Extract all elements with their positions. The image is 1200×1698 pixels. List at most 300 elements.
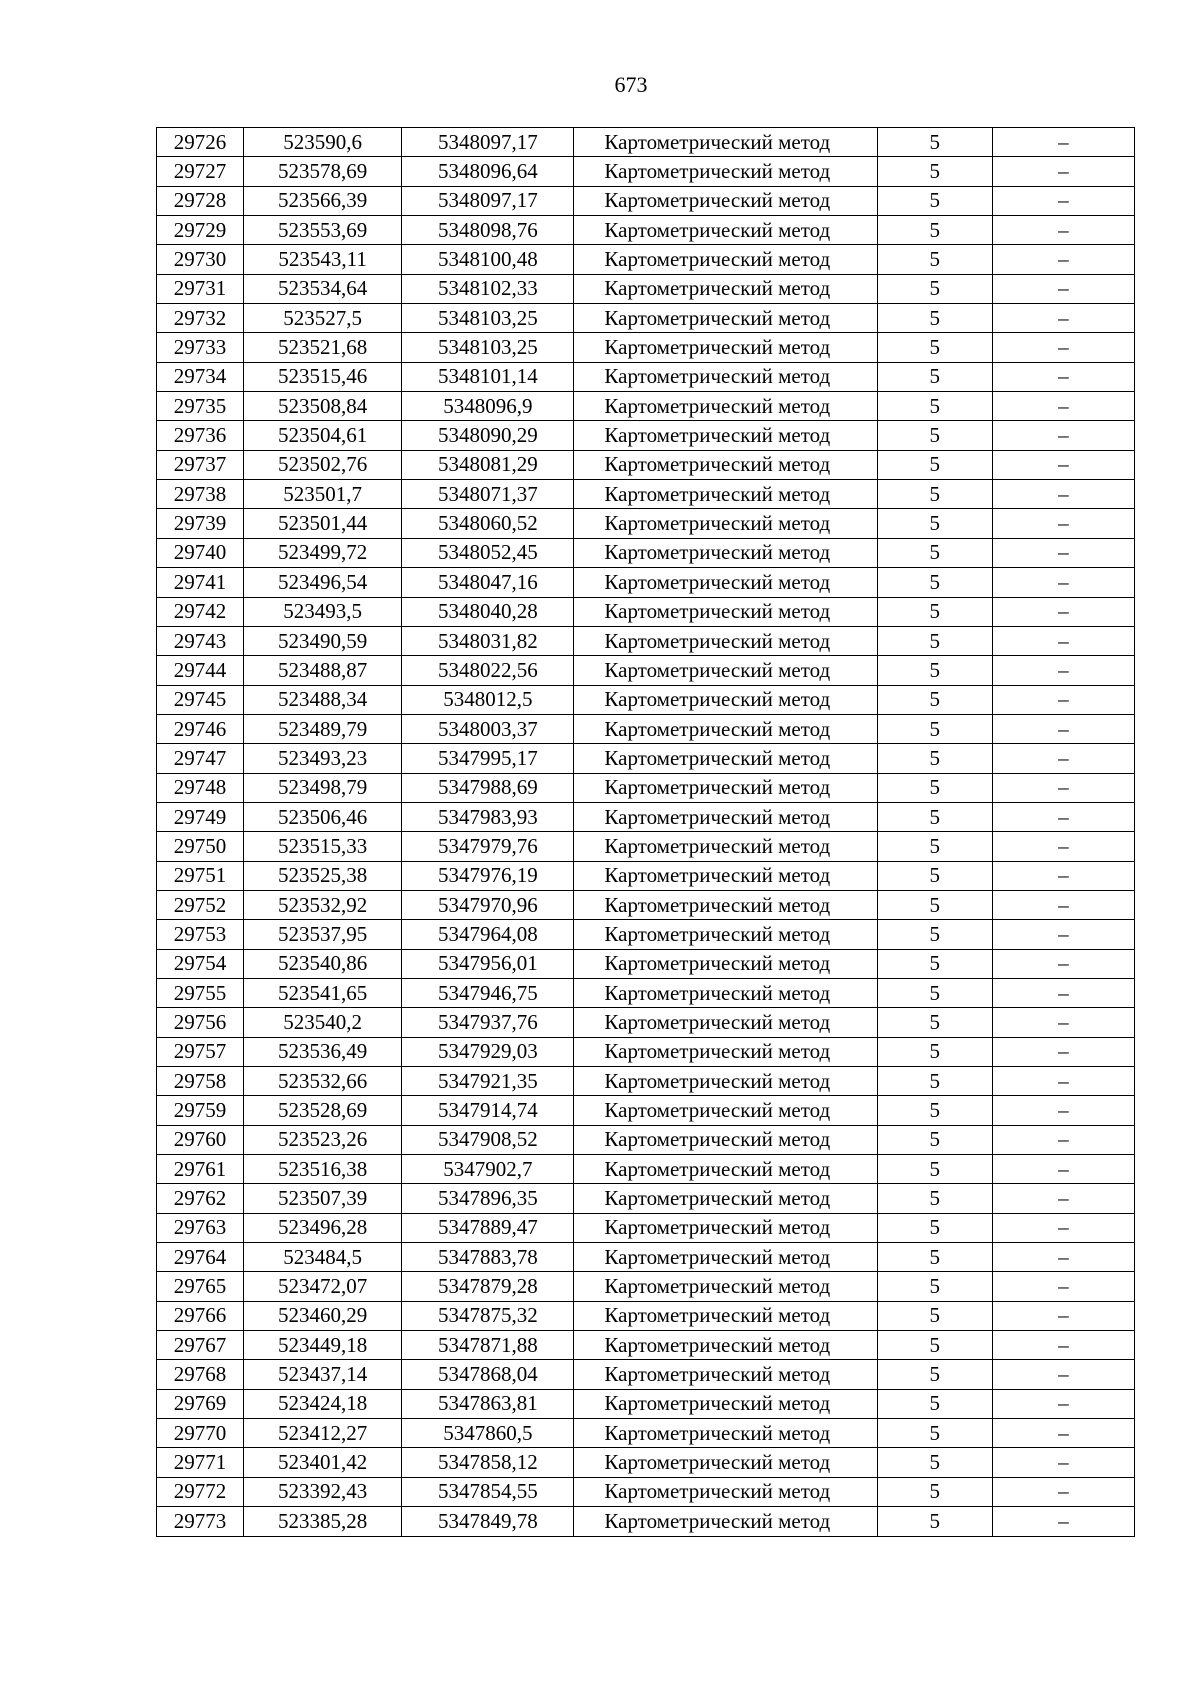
point-number-cell: 29730 [157,245,244,274]
x-coordinate-cell: 523499,72 [244,538,402,567]
description-cell: – [992,890,1134,919]
method-cell: Картометрический метод [574,1360,877,1389]
precision-cell: 5 [877,1243,992,1272]
point-number-cell: 29764 [157,1243,244,1272]
x-coordinate-cell: 523525,38 [244,861,402,890]
x-coordinate-cell: 523536,49 [244,1037,402,1066]
precision-cell: 5 [877,333,992,362]
description-cell: – [992,773,1134,802]
description-cell: – [992,128,1134,157]
description-cell: – [992,1243,1134,1272]
precision-cell: 5 [877,626,992,655]
x-coordinate-cell: 523490,59 [244,626,402,655]
page-number: 673 [614,72,648,97]
coordinates-table-body [157,128,1135,1537]
point-number-cell: 29767 [157,1331,244,1360]
table-row [157,656,1135,685]
description-cell: – [992,656,1134,685]
point-number-cell: 29762 [157,1184,244,1213]
description-cell: – [992,216,1134,245]
table-row [157,216,1135,245]
table-row [157,744,1135,773]
x-coordinate-cell: 523506,46 [244,802,402,831]
table-row [157,802,1135,831]
x-coordinate-cell: 523540,86 [244,949,402,978]
y-coordinate-cell: 5347849,78 [402,1507,574,1536]
y-coordinate-cell: 5347976,19 [402,861,574,890]
x-coordinate-cell: 523412,27 [244,1419,402,1448]
y-coordinate-cell: 5347921,35 [402,1067,574,1096]
y-coordinate-cell: 5347868,04 [402,1360,574,1389]
method-cell: Картометрический метод [574,1125,877,1154]
x-coordinate-cell: 523392,43 [244,1477,402,1506]
description-cell: – [992,626,1134,655]
point-number-cell: 29743 [157,626,244,655]
point-number-cell: 29750 [157,832,244,861]
precision-cell: 5 [877,450,992,479]
method-cell: Картометрический метод [574,480,877,509]
point-number-cell: 29763 [157,1213,244,1242]
precision-cell: 5 [877,216,992,245]
x-coordinate-cell: 523496,28 [244,1213,402,1242]
method-cell: Картометрический метод [574,714,877,743]
description-cell: – [992,597,1134,626]
description-cell: – [992,362,1134,391]
x-coordinate-cell: 523541,65 [244,978,402,1007]
method-cell: Картометрический метод [574,1272,877,1301]
x-coordinate-cell: 523508,84 [244,392,402,421]
y-coordinate-cell: 5348102,33 [402,274,574,303]
x-coordinate-cell: 523437,14 [244,1360,402,1389]
table-row [157,1331,1135,1360]
precision-cell: 5 [877,1272,992,1301]
method-cell: Картометрический метод [574,1155,877,1184]
x-coordinate-cell: 523493,5 [244,597,402,626]
precision-cell: 5 [877,978,992,1007]
method-cell: Картометрический метод [574,744,877,773]
description-cell: – [992,744,1134,773]
point-number-cell: 29747 [157,744,244,773]
method-cell: Картометрический метод [574,1008,877,1037]
precision-cell: 5 [877,656,992,685]
method-cell: Картометрический метод [574,450,877,479]
description-cell: – [992,274,1134,303]
method-cell: Картометрический метод [574,890,877,919]
y-coordinate-cell: 5347854,55 [402,1477,574,1506]
precision-cell: 5 [877,1389,992,1418]
description-cell: – [992,480,1134,509]
x-coordinate-cell: 523507,39 [244,1184,402,1213]
x-coordinate-cell: 523502,76 [244,450,402,479]
table-row [157,1155,1135,1184]
precision-cell: 5 [877,832,992,861]
method-cell: Картометрический метод [574,802,877,831]
table-row [157,773,1135,802]
x-coordinate-cell: 523516,38 [244,1155,402,1184]
method-cell: Картометрический метод [574,1037,877,1066]
x-coordinate-cell: 523566,39 [244,186,402,215]
precision-cell: 5 [877,744,992,773]
x-coordinate-cell: 523515,33 [244,832,402,861]
description-cell: – [992,1008,1134,1037]
method-cell: Картометрический метод [574,1448,877,1477]
precision-cell: 5 [877,568,992,597]
description-cell: – [992,1155,1134,1184]
precision-cell: 5 [877,538,992,567]
precision-cell: 5 [877,304,992,333]
precision-cell: 5 [877,1301,992,1330]
precision-cell: 5 [877,597,992,626]
method-cell: Картометрический метод [574,597,877,626]
table-row [157,626,1135,655]
x-coordinate-cell: 523496,54 [244,568,402,597]
precision-cell: 5 [877,1067,992,1096]
y-coordinate-cell: 5347979,76 [402,832,574,861]
y-coordinate-cell: 5347964,08 [402,920,574,949]
precision-cell: 5 [877,1331,992,1360]
point-number-cell: 29766 [157,1301,244,1330]
description-cell: – [992,802,1134,831]
table-row [157,304,1135,333]
description-cell: – [992,186,1134,215]
y-coordinate-cell: 5348097,17 [402,186,574,215]
table-row [157,245,1135,274]
x-coordinate-cell: 523523,26 [244,1125,402,1154]
y-coordinate-cell: 5347889,47 [402,1213,574,1242]
method-cell: Картометрический метод [574,538,877,567]
method-cell: Картометрический метод [574,274,877,303]
description-cell: – [992,1067,1134,1096]
precision-cell: 5 [877,1008,992,1037]
x-coordinate-cell: 523527,5 [244,304,402,333]
point-number-cell: 29734 [157,362,244,391]
point-number-cell: 29729 [157,216,244,245]
x-coordinate-cell: 523578,69 [244,157,402,186]
x-coordinate-cell: 523493,23 [244,744,402,773]
precision-cell: 5 [877,157,992,186]
method-cell: Картометрический метод [574,1419,877,1448]
method-cell: Картометрический метод [574,1477,877,1506]
method-cell: Картометрический метод [574,304,877,333]
precision-cell: 5 [877,1360,992,1389]
method-cell: Картометрический метод [574,1301,877,1330]
x-coordinate-cell: 523534,64 [244,274,402,303]
table-row [157,362,1135,391]
y-coordinate-cell: 5347914,74 [402,1096,574,1125]
coordinates-table [156,127,1135,1537]
method-cell: Картометрический метод [574,861,877,890]
precision-cell: 5 [877,362,992,391]
y-coordinate-cell: 5347929,03 [402,1037,574,1066]
y-coordinate-cell: 5348040,28 [402,597,574,626]
method-cell: Картометрический метод [574,1213,877,1242]
table-row [157,1301,1135,1330]
table-row [157,1008,1135,1037]
point-number-cell: 29748 [157,773,244,802]
x-coordinate-cell: 523590,6 [244,128,402,157]
y-coordinate-cell: 5347883,78 [402,1243,574,1272]
description-cell: – [992,1389,1134,1418]
table-row [157,186,1135,215]
precision-cell: 5 [877,1507,992,1536]
method-cell: Картометрический метод [574,509,877,538]
table-row [157,1477,1135,1506]
description-cell: – [992,392,1134,421]
precision-cell: 5 [877,186,992,215]
y-coordinate-cell: 5348047,16 [402,568,574,597]
point-number-cell: 29731 [157,274,244,303]
table-row [157,157,1135,186]
x-coordinate-cell: 523543,11 [244,245,402,274]
y-coordinate-cell: 5347860,5 [402,1419,574,1448]
method-cell: Картометрический метод [574,656,877,685]
method-cell: Картометрический метод [574,1184,877,1213]
method-cell: Картометрический метод [574,128,877,157]
precision-cell: 5 [877,949,992,978]
point-number-cell: 29753 [157,920,244,949]
precision-cell: 5 [877,1477,992,1506]
point-number-cell: 29773 [157,1507,244,1536]
method-cell: Картометрический метод [574,949,877,978]
table-row [157,597,1135,626]
point-number-cell: 29744 [157,656,244,685]
description-cell: – [992,1272,1134,1301]
precision-cell: 5 [877,685,992,714]
table-row [157,1272,1135,1301]
x-coordinate-cell: 523532,66 [244,1067,402,1096]
point-number-cell: 29765 [157,1272,244,1301]
y-coordinate-cell: 5348096,9 [402,392,574,421]
description-cell: – [992,245,1134,274]
description-cell: – [992,1507,1134,1536]
table-row [157,450,1135,479]
y-coordinate-cell: 5348031,82 [402,626,574,655]
table-row [157,333,1135,362]
precision-cell: 5 [877,274,992,303]
x-coordinate-cell: 523537,95 [244,920,402,949]
y-coordinate-cell: 5347937,76 [402,1008,574,1037]
y-coordinate-cell: 5347863,81 [402,1389,574,1418]
table-row [157,949,1135,978]
precision-cell: 5 [877,1184,992,1213]
point-number-cell: 29760 [157,1125,244,1154]
precision-cell: 5 [877,245,992,274]
y-coordinate-cell: 5348022,56 [402,656,574,685]
y-coordinate-cell: 5347995,17 [402,744,574,773]
precision-cell: 5 [877,421,992,450]
table-row [157,890,1135,919]
description-cell: – [992,1419,1134,1448]
x-coordinate-cell: 523515,46 [244,362,402,391]
point-number-cell: 29771 [157,1448,244,1477]
y-coordinate-cell: 5348071,37 [402,480,574,509]
table-row [157,1507,1135,1536]
y-coordinate-cell: 5348096,64 [402,157,574,186]
y-coordinate-cell: 5347946,75 [402,978,574,1007]
y-coordinate-cell: 5348100,48 [402,245,574,274]
precision-cell: 5 [877,392,992,421]
method-cell: Картометрический метод [574,1331,877,1360]
method-cell: Картометрический метод [574,626,877,655]
y-coordinate-cell: 5348103,25 [402,304,574,333]
y-coordinate-cell: 5347902,7 [402,1155,574,1184]
y-coordinate-cell: 5348097,17 [402,128,574,157]
description-cell: – [992,509,1134,538]
method-cell: Картометрический метод [574,978,877,1007]
table-row [157,538,1135,567]
y-coordinate-cell: 5348052,45 [402,538,574,567]
point-number-cell: 29739 [157,509,244,538]
point-number-cell: 29732 [157,304,244,333]
table-row [157,1096,1135,1125]
method-cell: Картометрический метод [574,568,877,597]
precision-cell: 5 [877,509,992,538]
precision-cell: 5 [877,773,992,802]
method-cell: Картометрический метод [574,1389,877,1418]
y-coordinate-cell: 5347988,69 [402,773,574,802]
description-cell: – [992,949,1134,978]
method-cell: Картометрический метод [574,216,877,245]
table-row [157,1125,1135,1154]
y-coordinate-cell: 5347871,88 [402,1331,574,1360]
point-number-cell: 29741 [157,568,244,597]
x-coordinate-cell: 523501,44 [244,509,402,538]
table-row [157,861,1135,890]
table-row [157,1448,1135,1477]
x-coordinate-cell: 523460,29 [244,1301,402,1330]
y-coordinate-cell: 5347956,01 [402,949,574,978]
description-cell: – [992,1125,1134,1154]
method-cell: Картометрический метод [574,1067,877,1096]
y-coordinate-cell: 5347970,96 [402,890,574,919]
point-number-cell: 29726 [157,128,244,157]
method-cell: Картометрический метод [574,245,877,274]
point-number-cell: 29749 [157,802,244,831]
point-number-cell: 29758 [157,1067,244,1096]
method-cell: Картометрический метод [574,362,877,391]
table-row [157,392,1135,421]
method-cell: Картометрический метод [574,421,877,450]
x-coordinate-cell: 523498,79 [244,773,402,802]
point-number-cell: 29751 [157,861,244,890]
point-number-cell: 29757 [157,1037,244,1066]
precision-cell: 5 [877,1155,992,1184]
point-number-cell: 29738 [157,480,244,509]
x-coordinate-cell: 523528,69 [244,1096,402,1125]
table-row [157,1243,1135,1272]
description-cell: – [992,1213,1134,1242]
method-cell: Картометрический метод [574,1507,877,1536]
description-cell: – [992,333,1134,362]
x-coordinate-cell: 523501,7 [244,480,402,509]
y-coordinate-cell: 5347879,28 [402,1272,574,1301]
table-row [157,832,1135,861]
y-coordinate-cell: 5347896,35 [402,1184,574,1213]
x-coordinate-cell: 523488,34 [244,685,402,714]
description-cell: – [992,978,1134,1007]
x-coordinate-cell: 523449,18 [244,1331,402,1360]
y-coordinate-cell: 5348003,37 [402,714,574,743]
method-cell: Картометрический метод [574,920,877,949]
description-cell: – [992,304,1134,333]
method-cell: Картометрический метод [574,1096,877,1125]
x-coordinate-cell: 523521,68 [244,333,402,362]
description-cell: – [992,1037,1134,1066]
description-cell: – [992,568,1134,597]
x-coordinate-cell: 523540,2 [244,1008,402,1037]
point-number-cell: 29754 [157,949,244,978]
point-number-cell: 29755 [157,978,244,1007]
x-coordinate-cell: 523484,5 [244,1243,402,1272]
precision-cell: 5 [877,802,992,831]
table-row [157,568,1135,597]
precision-cell: 5 [877,1419,992,1448]
x-coordinate-cell: 523553,69 [244,216,402,245]
precision-cell: 5 [877,920,992,949]
table-row [157,714,1135,743]
description-cell: – [992,714,1134,743]
point-number-cell: 29772 [157,1477,244,1506]
x-coordinate-cell: 523489,79 [244,714,402,743]
method-cell: Картометрический метод [574,186,877,215]
description-cell: – [992,1331,1134,1360]
description-cell: – [992,685,1134,714]
point-number-cell: 29727 [157,157,244,186]
table-row [157,421,1135,450]
table-row [157,1419,1135,1448]
point-number-cell: 29746 [157,714,244,743]
x-coordinate-cell: 523424,18 [244,1389,402,1418]
y-coordinate-cell: 5348060,52 [402,509,574,538]
y-coordinate-cell: 5347983,93 [402,802,574,831]
precision-cell: 5 [877,1125,992,1154]
point-number-cell: 29740 [157,538,244,567]
x-coordinate-cell: 523532,92 [244,890,402,919]
table-row [157,1037,1135,1066]
description-cell: – [992,538,1134,567]
description-cell: – [992,920,1134,949]
y-coordinate-cell: 5348103,25 [402,333,574,362]
method-cell: Картометрический метод [574,157,877,186]
y-coordinate-cell: 5347875,32 [402,1301,574,1330]
y-coordinate-cell: 5348012,5 [402,685,574,714]
point-number-cell: 29756 [157,1008,244,1037]
point-number-cell: 29745 [157,685,244,714]
table-row [157,1184,1135,1213]
description-cell: – [992,1448,1134,1477]
y-coordinate-cell: 5348081,29 [402,450,574,479]
y-coordinate-cell: 5348101,14 [402,362,574,391]
precision-cell: 5 [877,1213,992,1242]
point-number-cell: 29752 [157,890,244,919]
precision-cell: 5 [877,1037,992,1066]
table-row [157,128,1135,157]
method-cell: Картометрический метод [574,392,877,421]
method-cell: Картометрический метод [574,333,877,362]
description-cell: – [992,450,1134,479]
point-number-cell: 29770 [157,1419,244,1448]
table-row [157,480,1135,509]
point-number-cell: 29742 [157,597,244,626]
point-number-cell: 29733 [157,333,244,362]
description-cell: – [992,1360,1134,1389]
method-cell: Картометрический метод [574,685,877,714]
table-row [157,978,1135,1007]
method-cell: Картометрический метод [574,773,877,802]
description-cell: – [992,421,1134,450]
table-row [157,274,1135,303]
x-coordinate-cell: 523385,28 [244,1507,402,1536]
